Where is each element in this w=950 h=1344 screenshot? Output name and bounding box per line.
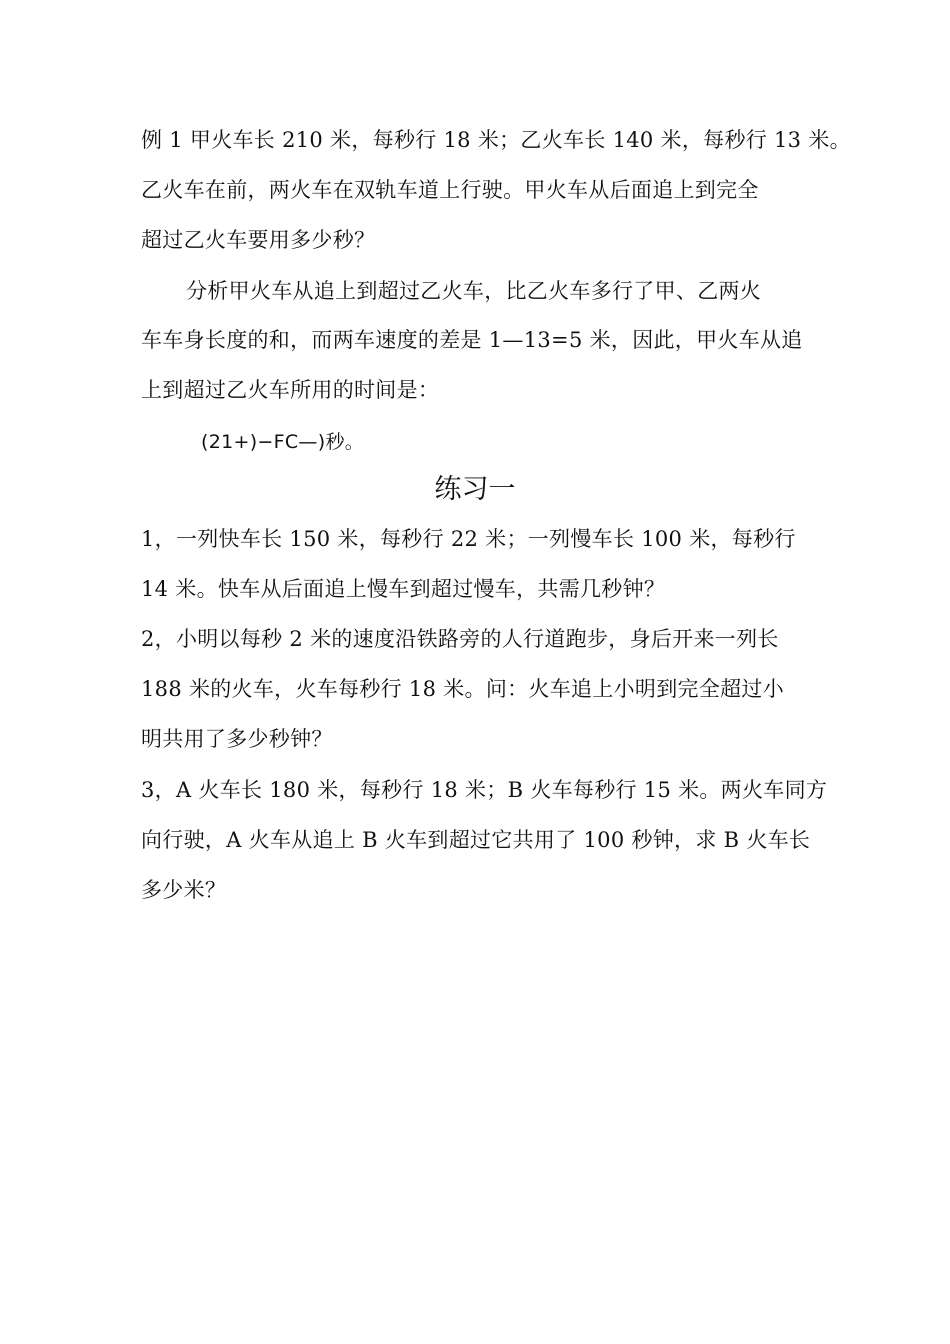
example-line-1: 例 1 甲火车长 210 米，每秒行 18 米；乙火车长 140 米，每秒行 13 米。 [141,128,851,152]
analysis-line-1: 分析甲火车从追上到超过乙火车，比乙火车多行了甲、乙两火 [186,279,762,303]
q3-line-1: 3，A 火车长 180 米，每秒行 18 米；B 火车每秒行 15 米。两火车同方 [141,778,828,802]
q1-line-1: 1，一列快车长 150 米，每秒行 22 米；一列慢车长 100 米，每秒行 [141,527,796,551]
q3-line-3: 多少米？ [141,878,227,902]
example-line-3: 超过乙火车要用多少秒？ [141,228,376,252]
q1-line-2: 14 米。快车从后面追上慢车到超过慢车，共需几秒钟？ [141,577,666,601]
q2-line-3: 明共用了多少秒钟？ [141,727,333,751]
q3-line-2: 向行驶，A 火车从追上 B 火车到超过它共用了 100 秒钟，求 B 火车长 [141,828,811,852]
analysis-line-2: 车车身长度的和，而两车速度的差是 1—13=5 米，因此，甲火车从追 [141,328,803,352]
analysis-line-3: 上到超过乙火车所用的时间是： [141,378,440,402]
exercise-title: 练习一 [434,474,516,505]
q2-line-1: 2，小明以每秒 2 米的速度沿铁路旁的人行道跑步，身后开来一列长 [141,627,779,651]
q2-line-2: 188 米的火车，火车每秒行 18 米。问：火车追上小明到完全超过小 [141,677,785,701]
analysis-formula: (21+)−FC—)秒。 [201,431,365,453]
example-line-2: 乙火车在前，两火车在双轨车道上行驶。甲火车从后面追上到完全 [141,178,759,202]
